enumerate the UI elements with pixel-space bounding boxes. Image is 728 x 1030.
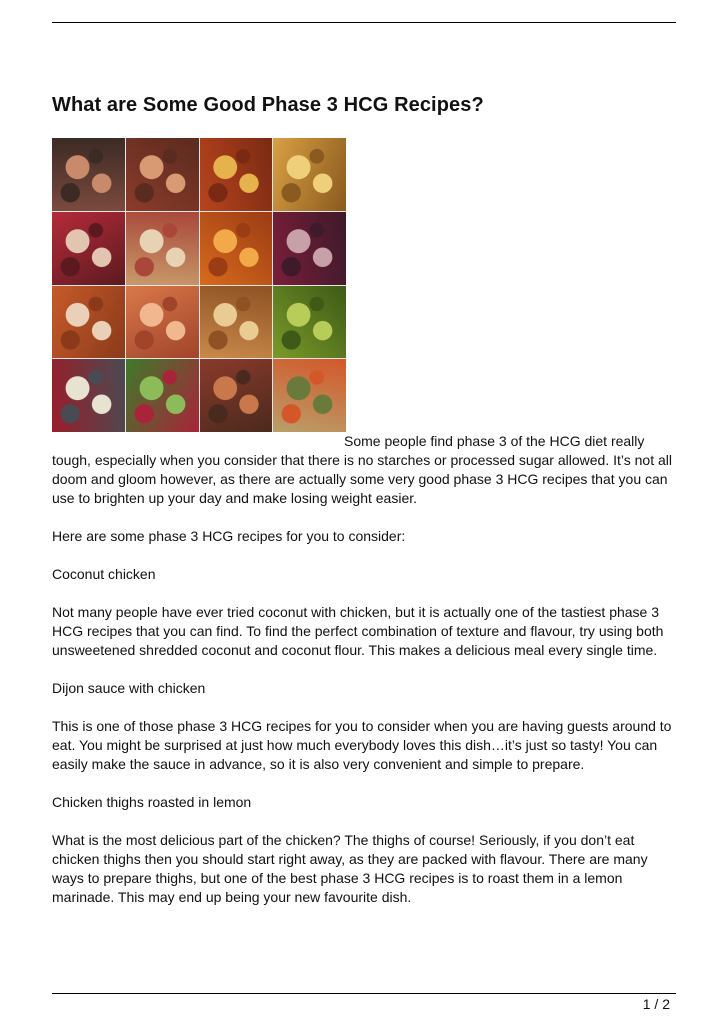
cured-meat-tile bbox=[273, 212, 346, 285]
soup-bowl-tile bbox=[200, 212, 273, 285]
recipe-heading-lemon-thighs: Chicken thighs roasted in lemon bbox=[52, 794, 252, 810]
food-collage-image bbox=[52, 138, 346, 432]
jam-jar-tile bbox=[52, 286, 125, 359]
page-title: What are Some Good Phase 3 HCG Recipes? bbox=[52, 94, 484, 116]
raspberry-bowl-tile bbox=[52, 212, 125, 285]
page-number: 1 / 2 bbox=[642, 996, 670, 1012]
intro-paragraph: Some people find phase 3 of the HCG diet really tough, especially when you consider that there is no starches or processed sugar allowed. It’s not all doom and gloom however, as there are actually some very good phase 3 HCG recipes that you can use to brighten up your day and make losing weight easier. bbox=[52, 433, 672, 506]
recipe-description-lemon-thighs: What is the most delicious part of the chicken? The thighs of course! Seriously, if you don’t eat chicken thighs then you should start right away, as they are packed with flavour. There are many ways to prepare thighs, but one of the best phase 3 HCG recipes is to roast them in a lemon marinade. This may end up being your new favourite dish. bbox=[52, 832, 648, 905]
sliced-fruit-tile bbox=[126, 286, 199, 359]
list-intro-paragraph: Here are some phase 3 HCG recipes for you to consider: bbox=[52, 528, 406, 544]
cornbread-tile bbox=[273, 138, 346, 211]
recipe-description-dijon-chicken: This is one of those phase 3 HCG recipes for you to consider when you are having guests around to eat. You might be surprised at just how much everybody loves this dish…it’s just so tasty! You can easily make the sauce in advance, so it is also very convenient and simple to prepare. bbox=[52, 718, 672, 772]
galette-tile bbox=[200, 286, 273, 359]
green-figs-tile bbox=[273, 286, 346, 359]
berries-leaves-tile bbox=[126, 359, 199, 432]
cookies-tile bbox=[126, 212, 199, 285]
cheese-plate-tile bbox=[52, 359, 125, 432]
fruit-tart-tile bbox=[126, 138, 199, 211]
recipe-heading-dijon-chicken: Dijon sauce with chicken bbox=[52, 680, 206, 696]
footer-rule bbox=[52, 993, 676, 994]
header-rule bbox=[52, 22, 676, 23]
preserves-jar-tile bbox=[200, 138, 273, 211]
recipe-heading-coconut-chicken: Coconut chicken bbox=[52, 566, 156, 582]
baked-plums-tile bbox=[52, 138, 125, 211]
recipe-description-coconut-chicken: Not many people have ever tried coconut with chicken, but it is actually one of the tastiest phase 3 HCG recipes that you can find. To find the perfect combination of texture and flavour, try using both unsweetened shredded coconut and coconut flour. This makes a delicious meal every single time. bbox=[52, 604, 664, 658]
roasted-figs-tile bbox=[200, 359, 273, 432]
article-body bbox=[52, 432, 672, 926]
vegetable-stew-tile bbox=[273, 359, 346, 432]
